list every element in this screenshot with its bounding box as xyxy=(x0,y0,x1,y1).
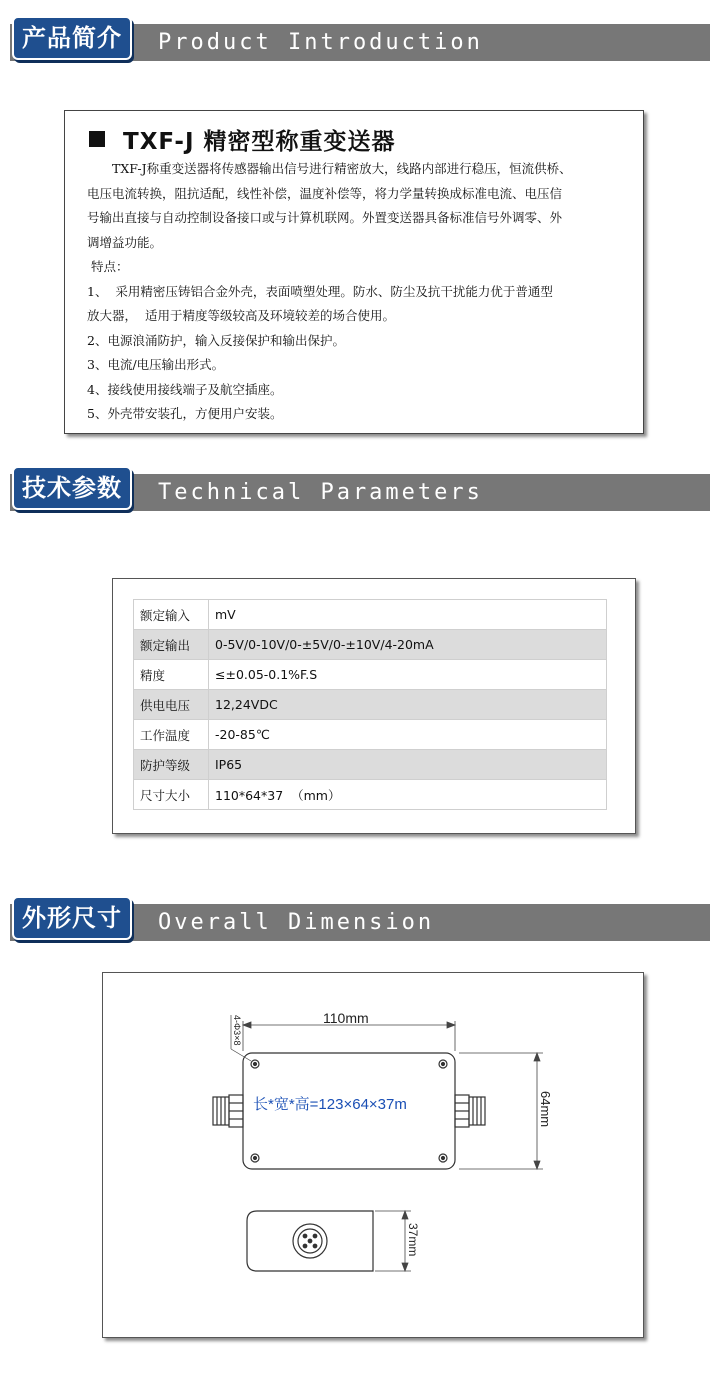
table-row xyxy=(134,690,607,720)
param-value: -20-85℃ xyxy=(209,720,607,750)
table-row xyxy=(134,750,607,780)
intro-box xyxy=(64,110,644,434)
feature-item: 4、接线使用接线端子及航空插座。 xyxy=(87,381,283,397)
dimension-drawing xyxy=(103,973,643,1337)
product-title-text: TXF-J 精密型称重变送器 xyxy=(123,129,396,155)
section-title-cn-intro: 产品简介 xyxy=(12,16,132,60)
height-dimension-line xyxy=(459,1053,543,1169)
section-title-en-intro: Product Introduction xyxy=(158,30,483,55)
hole-spec-label: 4-Φ3×8 xyxy=(232,1015,242,1046)
section-title-en-params: Technical Parameters xyxy=(158,480,483,505)
depth-dimension-line xyxy=(375,1211,411,1271)
table-row xyxy=(134,600,607,630)
intro-line: 电压电流转换，阻抗适配，线性补偿，温度补偿等，将力学量转换成标准电流、电压信 xyxy=(87,185,563,201)
product-title xyxy=(89,123,396,156)
param-value: 0-5V/0-10V/0-±5V/0-±10V/4-20mA xyxy=(209,630,607,660)
feature-item: 3、电流/电压输出形式。 xyxy=(87,357,225,372)
param-value: 12,24VDC xyxy=(209,690,607,720)
square-bullet-icon xyxy=(89,131,105,147)
depth-label: 37mm xyxy=(406,1223,420,1257)
param-key: 工作温度 xyxy=(134,720,209,750)
size-text: 长*宽*高=123×64×37m xyxy=(253,1096,407,1113)
features-heading: 特点： xyxy=(87,259,129,274)
section-title-cn-dimension: 外形尺寸 xyxy=(12,896,132,940)
feature-item: 1、 采用精密压铸铝合金外壳，表面喷塑处理。防水、防尘及抗干扰能力优于普通型 xyxy=(87,283,553,299)
param-value: mV xyxy=(209,600,607,630)
intro-body xyxy=(87,157,631,427)
param-key: 供电电压 xyxy=(134,690,209,720)
param-value: IP65 xyxy=(209,750,607,780)
table-row xyxy=(134,720,607,750)
intro-line: TXF-J称重变送器将传感器输出信号进行精密放大，线路内部进行稳压，恒流供桥、 xyxy=(112,161,572,176)
intro-line: 号输出直接与自动控制设备接口或与计算机联网。外置变送器具备标准信号外调零、外 xyxy=(87,210,563,225)
cable-gland-left-icon xyxy=(213,1095,243,1127)
dimension-box xyxy=(102,972,644,1338)
param-value: ≤±0.05-0.1%F.S xyxy=(209,660,607,690)
aviation-connector-icon xyxy=(293,1224,327,1258)
section-title-cn-params: 技术参数 xyxy=(12,466,132,510)
height-label: 64mm xyxy=(538,1091,553,1128)
feature-item: 2、电源浪涌防护，输入反接保护和输出保护。 xyxy=(87,332,345,348)
side-view xyxy=(247,1211,373,1271)
param-key: 额定输出 xyxy=(134,630,209,660)
params-table xyxy=(133,599,607,810)
width-label: 110mm xyxy=(323,1010,369,1026)
cable-gland-right-icon xyxy=(455,1095,485,1127)
table-row xyxy=(134,660,607,690)
intro-line: 调增益功能。 xyxy=(87,234,163,250)
param-key: 尺寸大小 xyxy=(134,780,209,810)
feature-item: 放大器， 适用于精度等级较高及环境较差的场合使用。 xyxy=(87,308,395,323)
param-value: 110*64*37 （mm） xyxy=(209,780,607,810)
feature-item: 5、外壳带安装孔，方便用户安装。 xyxy=(87,406,283,421)
table-row xyxy=(134,630,607,660)
section-title-en-dimension: Overall Dimension xyxy=(158,910,435,935)
params-box xyxy=(112,578,636,834)
param-key: 防护等级 xyxy=(134,750,209,780)
table-row xyxy=(134,780,607,810)
param-key: 精度 xyxy=(134,660,209,690)
param-key: 额定输入 xyxy=(134,600,209,630)
